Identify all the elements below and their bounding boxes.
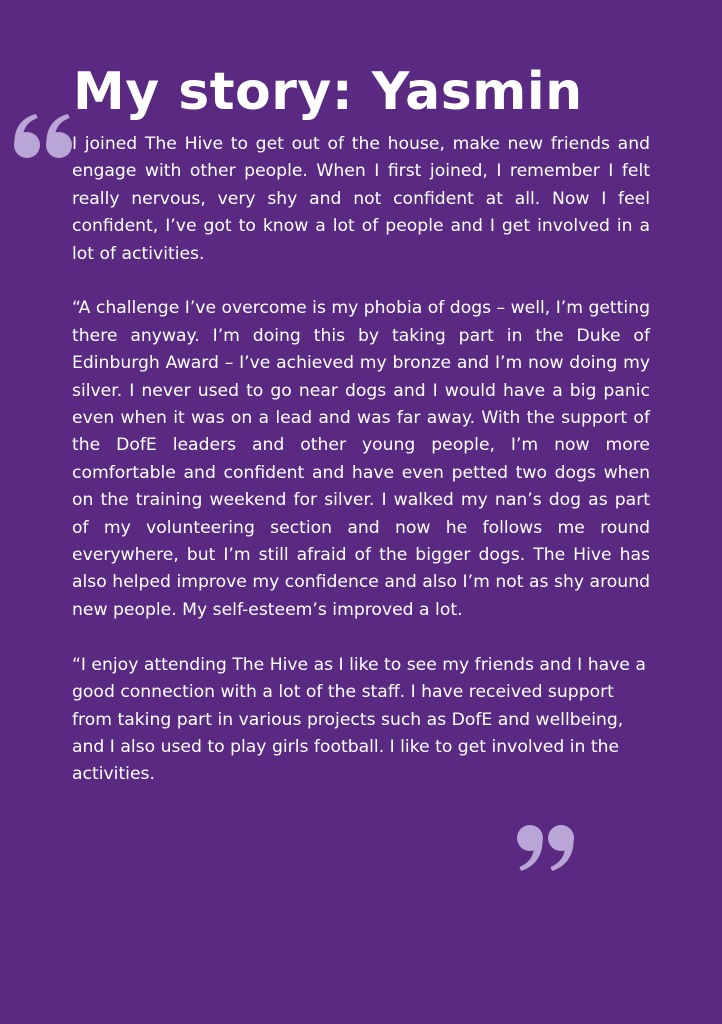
story-paragraph: “I enjoy attending The Hive as I like to see my friends and I have a good connection with a lot of the staff. I have received support from taking part in various projects such as DofE and wellbeing, and I also used to play girls football. I like to get involved in the activities. xyxy=(72,654,646,785)
close-quote-icon xyxy=(516,824,576,874)
story-body xyxy=(72,131,650,789)
story-paragraph: I joined The Hive to get out of the house, make new friends and engage with other people. When I first joined, I remember I felt really nervous, very shy and not confident at all. Now I feel confident, I’ve got to know a lot of people and I get involved in a lot of activities. xyxy=(72,134,650,264)
open-quote-icon xyxy=(12,112,74,160)
page-title: My story: Yasmin xyxy=(73,62,583,122)
story-paragraph: “A challenge I’ve overcome is my phobia of dogs – well, I’m getting there anyway. I’m doing this by taking part in the Duke of Edinburgh Award – I’ve achieved my bronze and I’m now doing my silver. I never used to go near dogs and I would have a big panic even when it was on a lead and was far away. With the support of the DofE leaders and other young people, I’m now more comfortable and confident and have even petted two dogs when on the training weekend for silver. I walked my nan’s dog as part of my volunteering section and now he follows me round everywhere, but I’m still afraid of the bigger dogs. The Hive has also helped improve my confidence and also I’m not as shy around new people. My self-esteem’s improved a lot. xyxy=(72,298,650,620)
